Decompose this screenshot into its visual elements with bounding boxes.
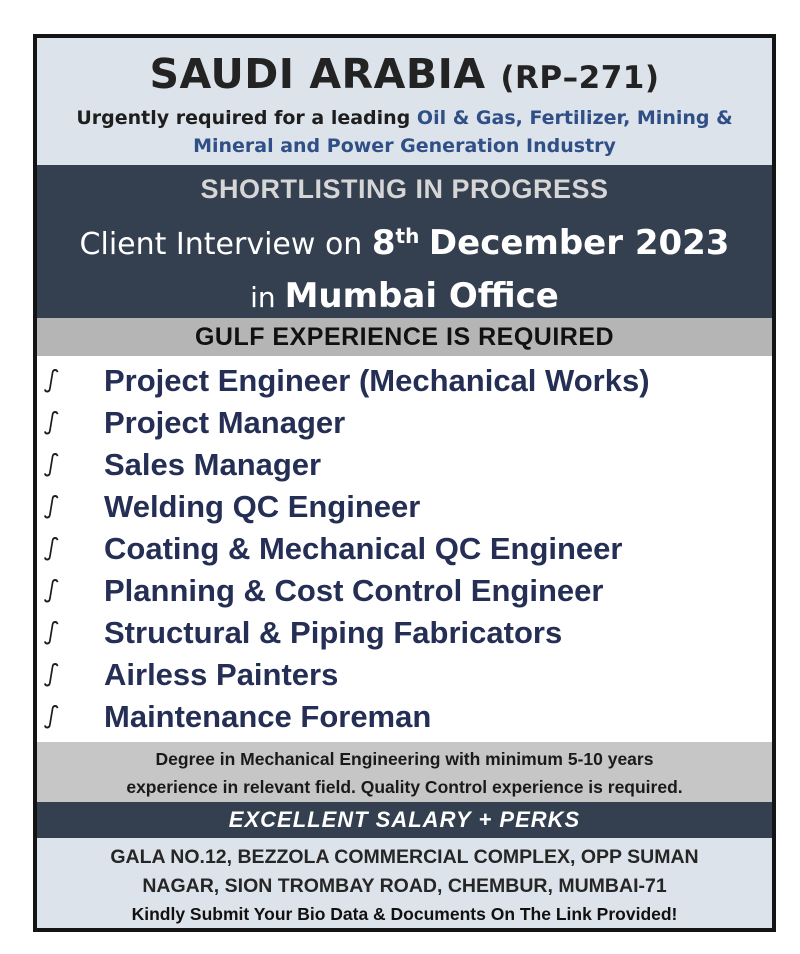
qualification-box bbox=[37, 742, 772, 802]
bullet-icon: ഽ bbox=[44, 452, 59, 477]
bullet-icon: ഽ bbox=[44, 704, 59, 729]
interview-line bbox=[37, 211, 772, 270]
interview-date: December 2023 bbox=[428, 223, 730, 263]
bullet-icon: ഽ bbox=[44, 368, 59, 393]
bullet-icon: ഽ bbox=[44, 578, 59, 603]
address-line-2: NAGAR, SION TROMBAY ROAD, CHEMBUR, MUMBAI-71 bbox=[142, 875, 667, 897]
job-title: Sales Manager bbox=[104, 447, 322, 482]
interview-prefix: Client Interview on bbox=[79, 227, 363, 262]
job-title: Welding QC Engineer bbox=[104, 489, 421, 524]
job-title: Coating & Mechanical QC Engineer bbox=[104, 531, 623, 566]
list-item bbox=[44, 360, 772, 402]
industry-text-1: Oil & Gas, Fertilizer, Mining & bbox=[416, 107, 733, 129]
address-line-1: GALA NO.12, BEZZOLA COMMERCIAL COMPLEX, OPP SUMAN bbox=[110, 846, 699, 868]
bullet-icon: ഽ bbox=[44, 662, 59, 687]
job-title: Structural & Piping Fabricators bbox=[104, 615, 563, 650]
job-title: Planning & Cost Control Engineer bbox=[104, 573, 604, 608]
page-title bbox=[37, 38, 772, 104]
header bbox=[37, 38, 772, 165]
location-prefix: in bbox=[250, 281, 276, 314]
address-block bbox=[37, 838, 772, 932]
list-item bbox=[44, 486, 772, 528]
interview-banner bbox=[37, 165, 772, 318]
job-title: Project Engineer (Mechanical Works) bbox=[104, 363, 650, 398]
salary-banner: EXCELLENT SALARY + PERKS bbox=[37, 802, 772, 838]
qualification-line-1: Degree in Mechanical Engineering with minimum 5-10 years bbox=[155, 749, 654, 769]
industry-line-1 bbox=[37, 104, 772, 132]
list-item bbox=[44, 654, 772, 696]
list-item bbox=[44, 570, 772, 612]
job-list bbox=[37, 356, 772, 742]
industry-text-2: Mineral and Power Generation Industry bbox=[193, 135, 616, 157]
gulf-requirement: GULF EXPERIENCE IS REQUIRED bbox=[37, 318, 772, 356]
list-item bbox=[44, 528, 772, 570]
job-advert bbox=[33, 34, 776, 932]
job-title: Project Manager bbox=[104, 405, 346, 440]
job-title: Airless Painters bbox=[104, 657, 339, 692]
shortlisting-status: SHORTLISTING IN PROGRESS bbox=[200, 174, 609, 204]
bullet-icon: ഽ bbox=[44, 410, 59, 435]
bullet-icon: ഽ bbox=[44, 536, 59, 561]
location-line bbox=[37, 270, 772, 324]
country-title: SAUDI ARABIA bbox=[149, 50, 486, 98]
submit-instruction: Kindly Submit Your Bio Data & Documents On The Link Provided! bbox=[131, 904, 678, 924]
interview-day: 8 bbox=[371, 223, 396, 263]
list-item bbox=[44, 612, 772, 654]
list-item bbox=[44, 402, 772, 444]
qualification-line-2: experience in relevant field. Quality Control experience is required. bbox=[126, 777, 683, 797]
list-item bbox=[44, 696, 772, 738]
location: Mumbai Office bbox=[284, 276, 559, 316]
reference-code: (RP–271) bbox=[500, 60, 660, 96]
list-item bbox=[44, 444, 772, 486]
bullet-icon: ഽ bbox=[44, 494, 59, 519]
interview-day-suffix: th bbox=[395, 224, 420, 248]
job-title: Maintenance Foreman bbox=[104, 699, 432, 734]
lead-text: Urgently required for a leading bbox=[76, 107, 411, 129]
industry-line-2 bbox=[37, 132, 772, 160]
bullet-icon: ഽ bbox=[44, 620, 59, 645]
